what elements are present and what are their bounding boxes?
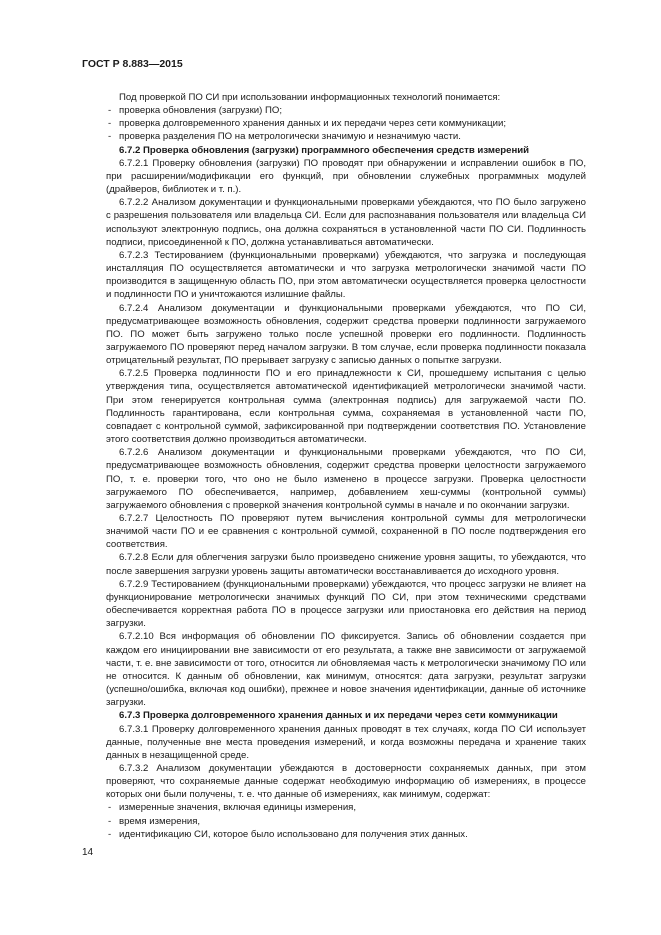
intro-list-item: - проверка долговременного хранения данных и их передачи через сети коммуникации; — [106, 117, 586, 130]
paragraph-6-7-2-5: 6.7.2.5 Проверка подлинности ПО и его принадлежности к СИ, прошедшему испытания с целью утверждения типа, осуществляется автоматической идентификацией метрологически значимой части. При этом генерируется контрольная сумма (электронная подпись) для загружаемой части ПО. Подлинность гарантирована, если контрольная сумма, сохраняемая в установленной части ПО, совпадает с контрольной суммой, зафиксированной при подтверждении соответствия ПО. Установление этого соответствия должно производиться автоматически. — [106, 368, 586, 446]
intro-list-item: - проверка обновления (загрузки) ПО; — [106, 104, 586, 117]
intro-list-item: - проверка разделения ПО на метрологически значимую и незначимую части. — [106, 130, 586, 143]
document-body — [106, 91, 586, 841]
paragraph-6-7-2-7: 6.7.2.7 Целостность ПО проверяют путем вычисления контрольной суммы для метрологически значимой части ПО и ее сравнения с контрольной суммой, сохраненной в ПО после подтверждения его соответствия. — [106, 513, 586, 551]
paragraph-6-7-3-1: 6.7.3.1 Проверку долговременного хранения данных проводят в тех случаях, когда ПО СИ использует данные, полученные вне места проведения измерений, и когда возможны передача и хранение таких данных в незащищенной среде. — [106, 723, 586, 761]
data-list-item: - идентификацию СИ, которое было использовано для получения этих данных. — [106, 828, 586, 841]
paragraph-6-7-2-3: 6.7.2.3 Тестированием (функциональными проверками) убеждаются, что загрузка и последующая инсталляция ПО осуществляется автоматически и что загрузка метрологически значимой части ПО производится в защищенную область ПО, при этом автоматически осуществляется проверка целостности и подлинности ПО и уничтожаются излишние файлы. — [106, 249, 586, 301]
paragraph-6-7-2-9: 6.7.2.9 Тестированием (функциональными проверками) убеждаются, что процесс загрузки не влияет на функционирование метрологически значимых функций ПО СИ, при этом техническими средствами обеспечивается корректная работа ПО в процессе загрузки или приостановка его действия на период загрузки. — [106, 578, 586, 630]
paragraph-6-7-2-4: 6.7.2.4 Анализом документации и функциональными проверками убеждаются, что ПО СИ, предусматривающее возможность обновления, содержит средства проверки подлинности загружаемого ПО. ПО может быть загружено только после успешной проверки его подлинности. Подлинность загружаемого ПО проверяют перед началом загрузки. В том случае, если проверка подлинности показала отрицательный результат, ПО прерывает загрузку с записью данных о попытке загрузки. — [106, 302, 586, 367]
paragraph-6-7-2-8: 6.7.2.8 Если для облегчения загрузки было произведено снижение уровня защиты, то убеждаются, что после завершения загрузки уровень защиты автоматически восстанавливается до исходного уровня. — [106, 552, 586, 577]
paragraph-6-7-2-6: 6.7.2.6 Анализом документации и функциональными проверками убеждаются, что ПО СИ, предусматривающее возможность обновления, содержит средства проверки целостности загружаемого ПО, т. е. проверки того, что оно не было изменено в процессе загрузки. Проверка целостности загружаемого ПО обеспечивается, например, добавлением хеш-суммы (контрольной суммы) загружаемого обновления с проверкой значения контрольной суммы в начале и по окончании загрузки. — [106, 447, 586, 511]
page-number: 14 — [82, 847, 94, 858]
paragraph-6-7-2-2: 6.7.2.2 Анализом документации и функциональными проверками убеждаются, что ПО было загружено с разрешения пользователя или владельца СИ. Если для распознавания пользователя или владельца СИ используют электронную подпись, она должна сохраняться в установленной части ПО СИ. Подлинность подписи, присоединенной к ПО, должна устанавливаться автоматически. — [106, 197, 586, 248]
document-header: ГОСТ Р 8.883—2015 — [82, 58, 183, 70]
data-list-item: - измеренные значения, включая единицы измерения, — [106, 801, 586, 814]
paragraph-6-7-3-2: 6.7.3.2 Анализом документации убеждаются в достоверности сохраняемых данных, при этом проверяют, что сохраняемые данные содержат необходимую информацию об измерениях, в процессе которых они были получены, т. е. что данные об измерениях, как минимум, содержат: — [106, 762, 586, 801]
data-list-item: - время измерения, — [106, 815, 586, 828]
section-6-7-2-heading: 6.7.2 Проверка обновления (загрузки) программного обеспечения средств измерений — [119, 144, 530, 156]
intro-paragraph: Под проверкой ПО СИ при использовании информационных технологий понимается: — [119, 92, 501, 103]
paragraph-6-7-2-1: 6.7.2.1 Проверку обновления (загрузки) ПО проводят при обнаружении и исправлении ошибок в ПО, при расширении/модификации его функций, при обновлении служебных программных модулей (драйверов, библиотек и т. п.). — [106, 157, 586, 196]
paragraph-6-7-2-10: 6.7.2.10 Вся информация об обновлении ПО фиксируется. Запись об обновлении создается при каждом его инициировании вне зависимости от его результата, а также вне зависимости от загружаемой части, т. е. вне зависимости от того, относится ли обновляемая часть к метрологически значимому ПО или не относится. К данным об обновлении, как минимум, относятся: дата загрузки, результат загрузки (успешно/ошибка, включая код ошибки), прежнее и новое значения идентификации, данные об источнике загрузки. — [106, 631, 586, 709]
section-6-7-3-heading: 6.7.3 Проверка долговременного хранения данных и их передачи через сети коммуникации — [119, 710, 558, 722]
